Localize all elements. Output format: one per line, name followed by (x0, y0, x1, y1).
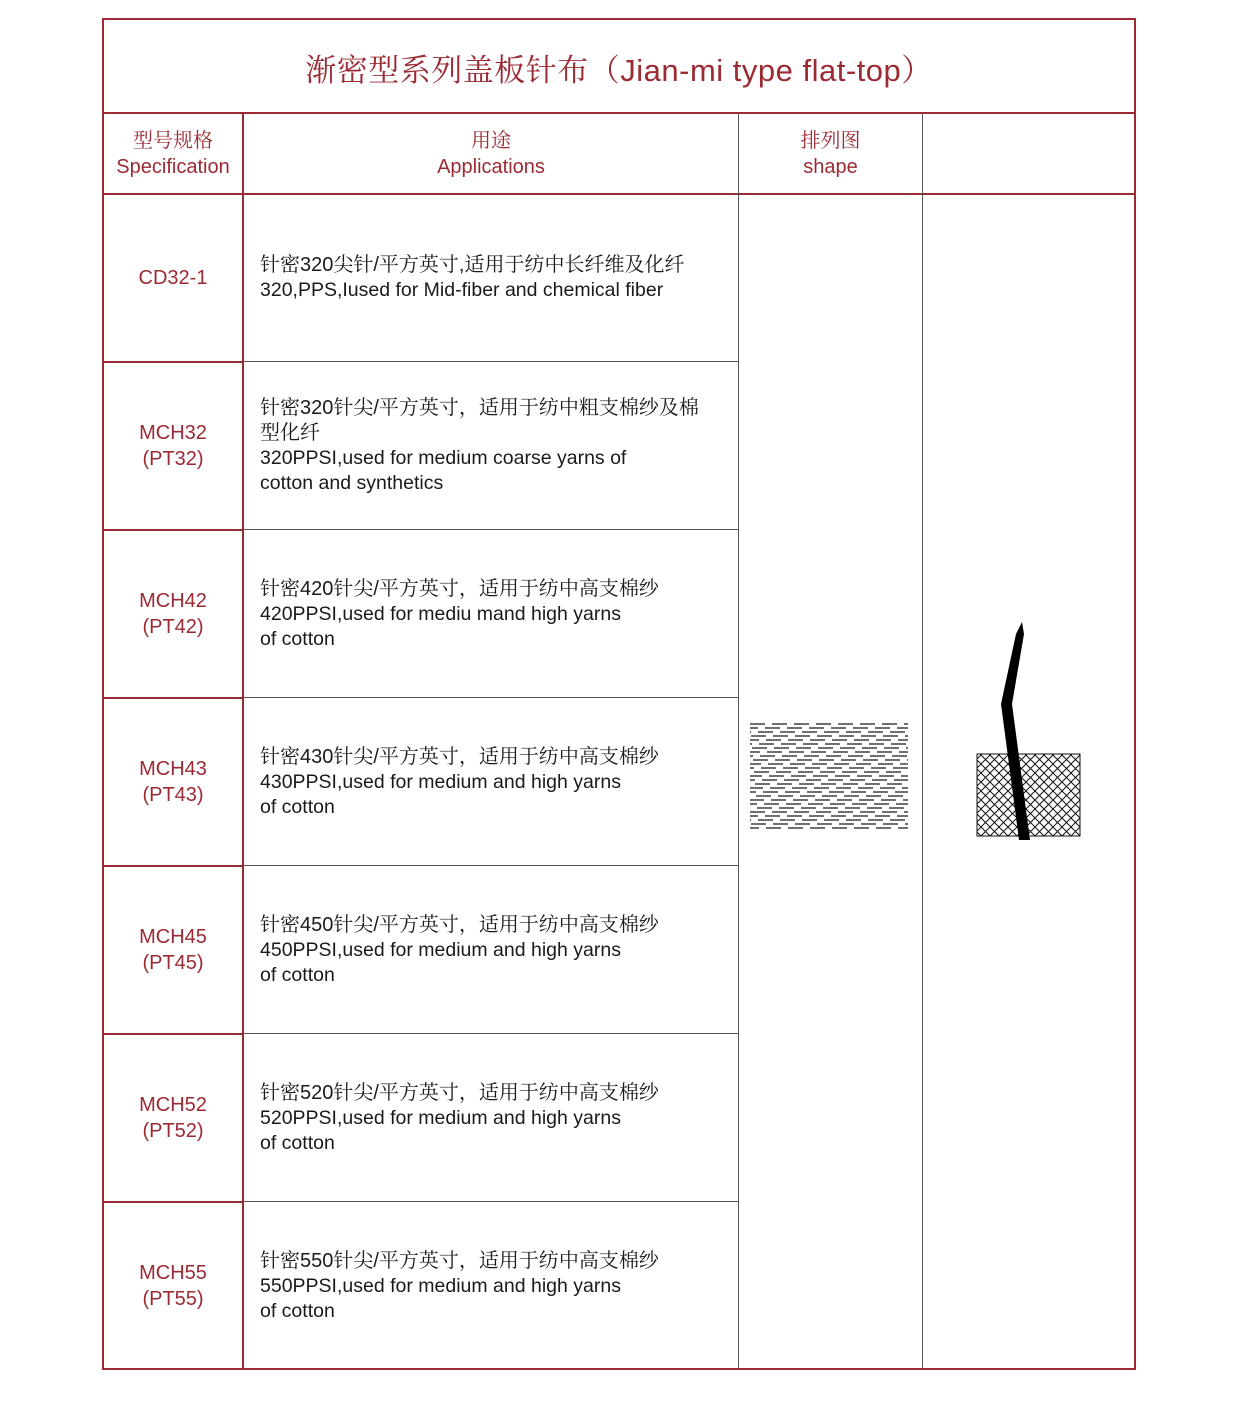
application-en-cont: of cotton (260, 1299, 335, 1322)
table-row-application (260, 1203, 730, 1369)
spec-code: MCH43 (139, 758, 207, 780)
table-row-application (260, 195, 730, 361)
table-row-application (260, 867, 730, 1033)
shape-column-divider (922, 114, 923, 1368)
table-title: 渐密型系列盖板针布（Jian-mi type flat-top） (305, 52, 933, 88)
application-en: 320PPSI,used for medium coarse yarns of (260, 447, 627, 469)
row-divider-application (244, 361, 738, 362)
application-cn: 针密520针尖/平方英寸，适用于纺中高支棉纱 (260, 1081, 659, 1104)
application-en-cont: of cotton (260, 1131, 335, 1154)
table-row-application (260, 363, 730, 529)
row-divider-application (244, 1201, 738, 1202)
application-en-cont: of cotton (260, 795, 335, 818)
row-divider-application (244, 865, 738, 866)
application-cn: 针密550针尖/平方英寸，适用于纺中高支棉纱 (260, 1249, 659, 1272)
row-divider-application (244, 1033, 738, 1034)
base-crosshatch (977, 754, 1080, 836)
spec-alias: (PT55) (142, 1288, 204, 1310)
application-en: 420PPSI,used for mediu mand high yarns (260, 602, 621, 625)
header-app-cn: 用途 (471, 130, 511, 152)
spec-code: MCH52 (139, 1094, 207, 1116)
spec-code: MCH55 (139, 1262, 207, 1284)
header-spec-cn: 型号规格 (133, 130, 213, 152)
application-cn-cont: 型化纤 (260, 422, 320, 444)
table-row-spec (104, 867, 242, 1033)
spec-alias: (PT43) (142, 784, 204, 806)
table-row-application (260, 1035, 730, 1201)
header-applications (244, 114, 738, 194)
spec-alias: (PT45) (142, 952, 204, 974)
application-cn: 针密420针尖/平方英寸，适用于纺中高支棉纱 (260, 577, 659, 600)
application-en-cont: cotton and synthetics (260, 472, 444, 494)
spec-code: MCH32 (139, 422, 207, 444)
table-row-spec (104, 1203, 242, 1369)
spec-alias: (PT32) (142, 448, 204, 470)
application-cn: 针密320尖针/平方英寸,适用于纺中长纤维及化纤 (260, 254, 685, 276)
table-row-application (260, 531, 730, 697)
row-divider-application (244, 697, 738, 698)
application-en: 520PPSI,used for medium and high yarns (260, 1106, 621, 1129)
needle-arrangement-pattern-icon (750, 722, 910, 830)
application-cn: 针密430针尖/平方英寸，适用于纺中高支棉纱 (260, 745, 659, 768)
table-row-spec (104, 1035, 242, 1201)
table-row-spec (104, 363, 242, 529)
application-en-cont: of cotton (260, 627, 335, 650)
spec-code: MCH42 (139, 590, 207, 612)
spec-code: MCH45 (139, 926, 207, 948)
header-shape-en: shape (803, 156, 858, 178)
application-en: 550PPSI,used for medium and high yarns (260, 1274, 621, 1297)
spec-alias: (PT42) (142, 616, 204, 638)
table-row-spec (104, 699, 242, 865)
table-row-spec (104, 195, 242, 361)
header-spec-en: Specification (116, 156, 230, 178)
application-cn: 针密320针尖/平方英寸，适用于纺中粗支棉纱及棉 (260, 397, 699, 419)
application-en: 430PPSI,used for medium and high yarns (260, 770, 621, 793)
header-specification (104, 114, 242, 194)
app-column-divider (738, 114, 739, 1368)
header-app-en: Applications (437, 156, 545, 178)
header-shape-cn: 排列图 (800, 130, 861, 152)
needle-profile-icon (972, 620, 1082, 842)
application-en-cont: of cotton (260, 963, 335, 986)
table-row-spec (104, 531, 242, 697)
table-row-application (260, 699, 730, 865)
application-cn: 针密450针尖/平方英寸，适用于纺中高支棉纱 (260, 913, 659, 936)
application-en: 320,PPS,Iused for Mid-fiber and chemical fiber (260, 279, 664, 301)
flat-top-spec-table (102, 18, 1136, 1370)
row-divider-application (244, 529, 738, 530)
application-en: 450PPSI,used for medium and high yarns (260, 938, 621, 961)
spec-code: CD32-1 (138, 267, 208, 289)
header-shape (739, 114, 922, 194)
spec-column-divider (242, 114, 244, 1368)
spec-alias: (PT52) (142, 1120, 204, 1142)
